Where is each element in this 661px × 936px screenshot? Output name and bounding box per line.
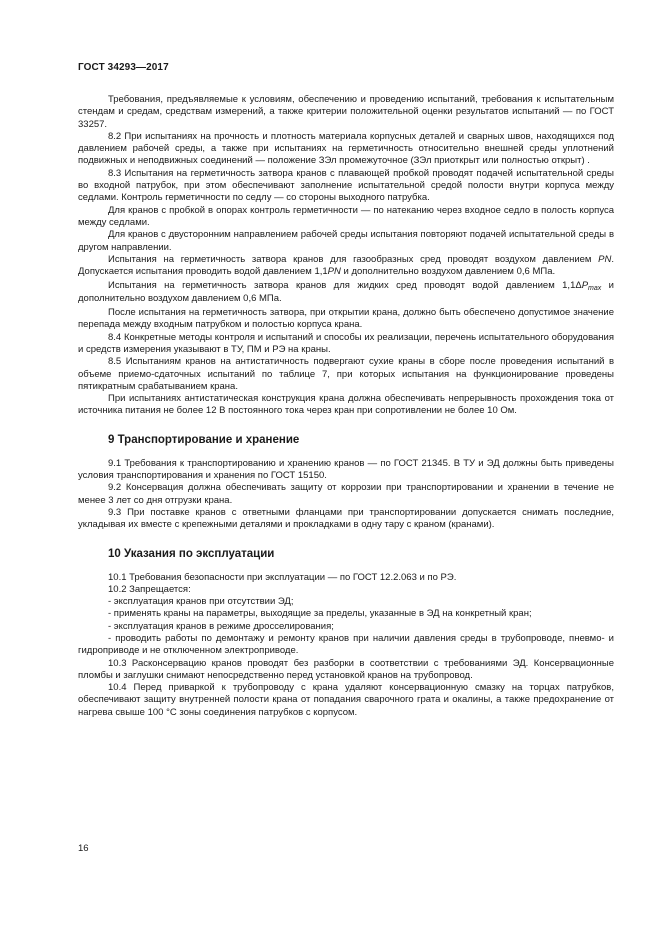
paragraph: Требования, предъявляемые к условиям, обеспечению и проведению испытаний, требования к испытательным стендам и средам, средствам измерений, а также критерии положительной оценки результатов испытаний — по ГОСТ 33257. [78,94,614,130]
list-item: - эксплуатация кранов при отсутствии ЭД; [108,596,294,608]
document-header: ГОСТ 34293—2017 [78,62,169,73]
paragraph-9-3: 9.3 При поставке кранов с ответными фланцами при транспортировании допускается снимать последние, укладывая их вместе с крепежными деталями и прокладками в одну тару с краном (кранами). [78,506,614,531]
list-item: - проводить работы по демонтажу и ремонту кранов при наличии давления среды в трубопроводе, пневмо- и гидроприводе и не отключенном электроприводе. [78,632,614,657]
paragraph: После испытания на герметичность затвора, при открытии крана, должно быть обеспечено допустимое значение перепада между входным патрубком и полостью корпуса крана. [78,307,614,331]
paragraph-9-2: 9.2 Консервация должна обеспечивать защиту от коррозии при транспортировании и хранении в течение не менее 3 лет со дня отгрузки крана. [78,482,614,506]
paragraph-8-2: 8.2 При испытаниях на прочность и плотность материала корпусных деталей и сварных швов, находящихся под давлением рабочей среды, а также при испытаниях на герметичность относительно внешней среды уплотнений подвижных и неподвижных соединений — положение ЗЭл промежуточное (ЗЭл приоткрыт или полностью открыт) . [78,130,614,167]
page-number: 16 [78,843,89,854]
paragraph-10-3: 10.3 Расконсервацию кранов проводят без разборки в соответствии с требованиями ЭД. Консервационные пломбы и заглушки снимают непосредственно перед установкой кранов на трубопровод. [78,657,614,681]
document-body [78,94,614,719]
paragraph-gas-test: Испытания на герметичность затвора кранов для газообразных сред проводят воздухом давлением PN. Допускается испытания проводить водой давлением 1,1PN и дополнительно воздухом давлением 0,6 МПа. [78,253,614,278]
paragraph-10-1: 10.1 Требования безопасности при эксплуатации — по ГОСТ 12.2.063 и по РЭ. [108,571,457,583]
paragraph: При испытаниях антистатическая конструкция крана должна обеспечивать непрерывность прохождения тока от источника питания не более 12 В постоянного тока через кран при сопротивлении не более 10 Ом. [78,393,614,417]
list-item: - эксплуатация кранов в режиме дросселирования; [108,620,334,632]
paragraph: Для кранов с пробкой в опорах контроль герметичности — по натеканию через входное седло в полость корпуса между седлами. [78,204,614,228]
paragraph-8-3: 8.3 Испытания на герметичность затвора кранов с плавающей пробкой проводят подачей испытательной среды во входной патрубок, при этом обеспечивают заполнение испытательной средой полости внутри корпуса между седлами. Контроль герметичности по седлу — со стороны выходного патрубка. [78,167,614,204]
paragraph-10-2: 10.2 Запрещается: [108,583,191,595]
paragraph-9-1: 9.1 Требования к транспортированию и хранению кранов — по ГОСТ 21345. В ТУ и ЭД должны быть приведены условия транспортирования и хранения по ГОСТ 15150. [78,457,614,482]
section-heading-9: 9 Транспортирование и хранение [108,433,300,446]
section-heading-10: 10 Указания по эксплуатации [108,547,275,560]
list-item: - применять краны на параметры, выходящие за пределы, указанные в ЭД на конкретный кран; [108,608,532,620]
paragraph-8-5: 8.5 Испытаниям кранов на антистатичность подвергают сухие краны в сборе после проведения испытаний в объеме приемо-сдаточных испытаний по таблице 7, при которых испытания на функционирование проведены пятикратным срабатыванием крана. [78,356,614,392]
paragraph: Для кранов с двусторонним направлением рабочей среды испытания повторяют подачей испытательной среды в другом направлении. [78,229,614,253]
paragraph-8-4: 8.4 Конкретные методы контроля и испытаний и способы их реализации, перечень испытательного оборудования и средств измерения указывают в ТУ, ПМ и РЭ на краны. [78,331,614,355]
paragraph-liquid-test: Испытания на герметичность затвора кранов для жидких сред проводят водой давлением $1,1\Delta P_{max}$ и дополнительно воздухом давлением 0,6 МПа. [78,280,614,304]
paragraph-10-4: 10.4 Перед приваркой к трубопроводу с крана удаляют консервационную смазку на торцах патрубков, обеспечивают защиту внутренней полости крана от попадания сварочного грата и окалины, а также предохранение от нагрева свыше 100 °С зоны соединения патрубков с корпусом. [78,682,614,718]
